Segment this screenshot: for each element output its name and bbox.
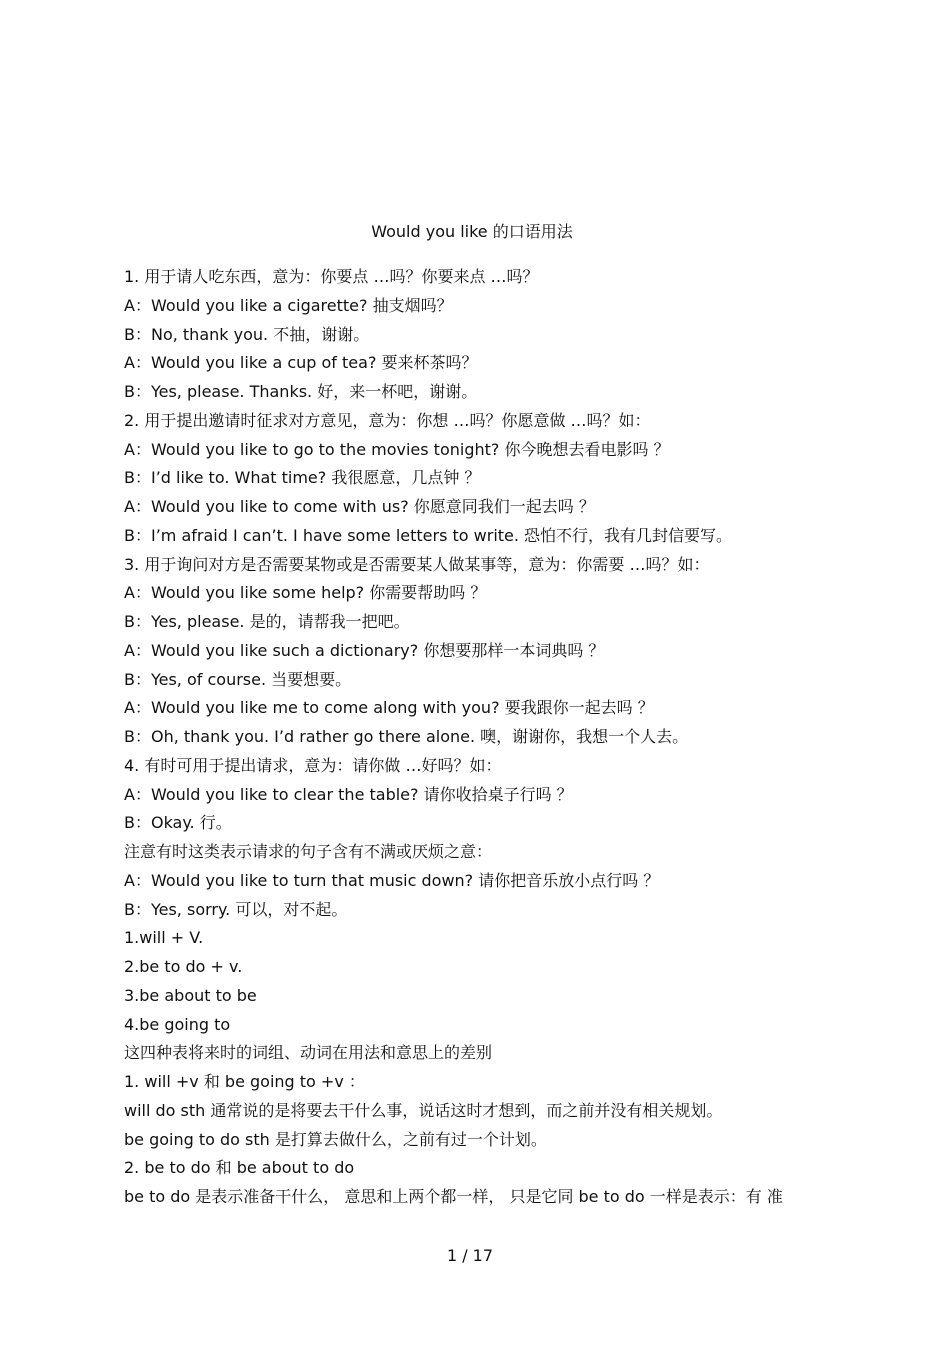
text-line: B：I’d like to. What time? 我很愿意，几点钟 ？ (124, 468, 481, 488)
text-line: be to do 是表示准备干什么， 意思和上两个都一样， 只是它同 be to do 一样是表示：有 准 (124, 1187, 783, 1206)
text-line: B：No, thank you. 不抽，谢谢。 (124, 324, 370, 344)
text-line: A：Would you like to clear the table? 请你收拾桌子行吗 ？ (124, 784, 573, 804)
text-line: A：Would you like a cup of tea? 要来杯茶吗？ (124, 353, 478, 373)
text-line: A：Would you like some help? 你需要帮助吗 ？ (124, 583, 487, 603)
text-line: B：Yes, please. 是的，请帮我一把吧。 (124, 612, 410, 631)
text-line: 4. 有时可用于提出请求，意为：请你做 …好吗？如： (124, 755, 502, 775)
page-number: 1 / 17 (446, 1246, 494, 1265)
document-body (124, 263, 868, 1212)
text-line: A：Would you like such a dictionary? 你想要那样一本词典吗 ？ (124, 640, 605, 660)
text-line: A：Would you like to turn that music down? 请你把音乐放小点行吗 ？ (124, 870, 660, 890)
text-line: 注意有时这类表示请求的句子含有不满或厌烦之意： (124, 842, 493, 861)
text-line: A：Would you like me to come along with you? 要我跟你一起去吗 ？ (124, 698, 654, 718)
text-line: A：Would you like a cigarette? 抽支烟吗？ (124, 295, 453, 315)
text-line: 这四种表将来时的词组、动词在用法和意思上的差别 (124, 1043, 493, 1063)
text-line: 2. be to do 和 be about to do (124, 1158, 355, 1178)
text-line: B：Yes, please. Thanks. 好，来一杯吧，谢谢。 (124, 382, 478, 401)
text-line: B：I’m afraid I can’t. I have some letters to write. 恐怕不行，我有几封信要写。 (124, 525, 733, 545)
text-line: A：Would you like to come with us? 你愿意同我们一起去吗 ？ (124, 497, 595, 516)
text-line: 2.be to do + v. (124, 957, 243, 976)
text-line: B：Yes, of course. 当要想要。 (124, 669, 352, 689)
text-line: 1.will + V. (124, 928, 204, 948)
text-line: 1. 用于请人吃东西，意为：你要点 …吗？你要来点 …吗？ (124, 267, 539, 286)
text-line: 1. will +v 和 be going to +v ： (124, 1072, 365, 1091)
text-line: B：Oh, thank you. I’d rather go there alone. 噢，谢谢你，我想一个人去。 (124, 727, 689, 746)
text-line: 4.be going to (124, 1014, 231, 1034)
document-title: Would you like 的口语用法 (371, 222, 573, 241)
text-line: 3. 用于询问对方是否需要某物或是否需要某人做某事等，意为：你需要 …吗？如： (124, 554, 710, 574)
text-line: A：Would you like to go to the movies tonight? 你今晚想去看电影吗 ？ (124, 439, 670, 459)
text-line: be going to do sth 是打算去做什么，之前有过一个计划。 (124, 1129, 547, 1149)
text-line: B：Okay. 行。 (124, 813, 232, 833)
text-line: will do sth 通常说的是将要去干什么事，说话这时才想到，而之前并没有相关规划。 (124, 1100, 723, 1120)
text-line: 2. 用于提出邀请时征求对方意见，意为：你想 …吗？你愿意做 …吗？如： (124, 410, 651, 430)
text-line: B：Yes, sorry. 可以，对不起。 (124, 899, 348, 919)
text-line: 3.be about to be (124, 985, 257, 1005)
